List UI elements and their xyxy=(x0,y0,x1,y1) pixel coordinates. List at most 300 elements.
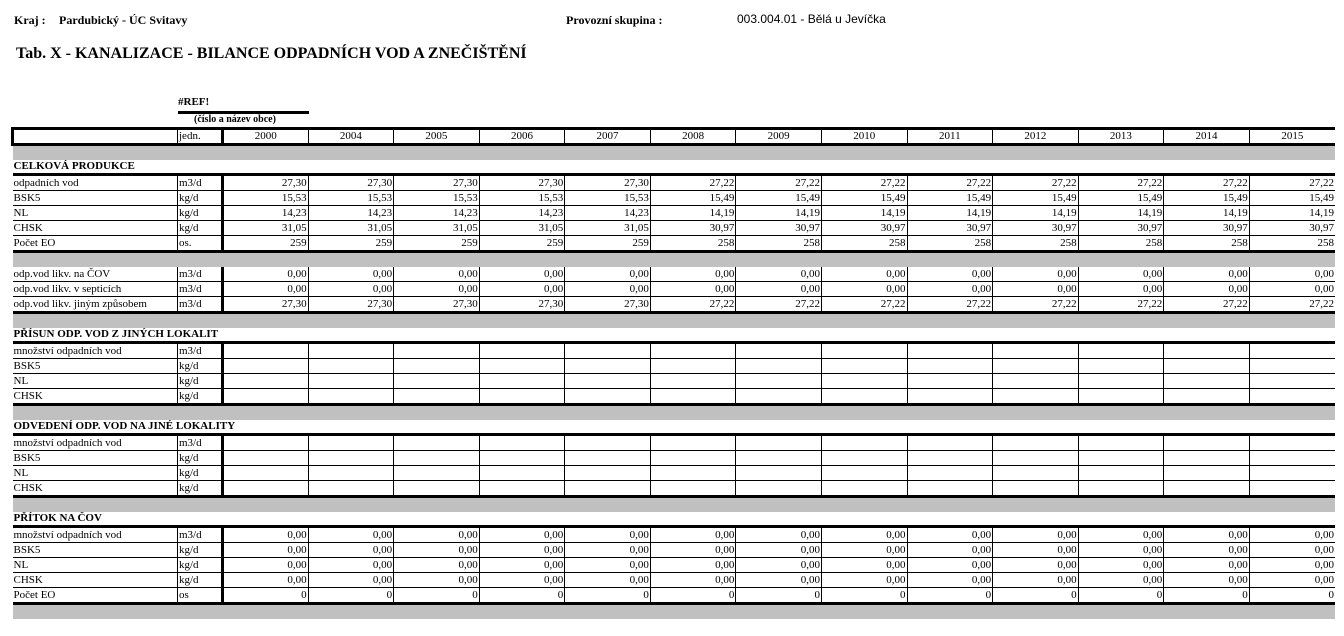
value-cell xyxy=(223,343,309,359)
value-cell: 0,00 xyxy=(907,573,993,588)
value-cell: 0,00 xyxy=(479,527,565,543)
value-cell xyxy=(223,435,309,451)
value-cell: 0 xyxy=(1249,588,1335,604)
value-cell: 15,49 xyxy=(821,191,907,206)
value-cell: 258 xyxy=(1164,236,1250,252)
row-unit: kg/d xyxy=(178,191,223,206)
row-label: odpadních vod xyxy=(13,175,178,191)
value-cell xyxy=(394,389,480,405)
row-label: BSK5 xyxy=(13,359,178,374)
value-cell xyxy=(993,435,1079,451)
value-cell: 258 xyxy=(907,236,993,252)
value-cell: 0 xyxy=(650,588,736,604)
value-cell: 0,00 xyxy=(308,282,394,297)
row-label: CHSK xyxy=(13,573,178,588)
row-label: NL xyxy=(13,206,178,221)
value-cell: 0,00 xyxy=(223,573,309,588)
year-header-cell: 2000 xyxy=(223,129,309,145)
section-title-row xyxy=(13,160,1336,175)
value-cell xyxy=(565,481,651,497)
value-cell xyxy=(650,481,736,497)
value-cell: 0,00 xyxy=(821,527,907,543)
value-cell: 0 xyxy=(907,588,993,604)
year-header-cell: 2015 xyxy=(1249,129,1335,145)
value-cell: 27,22 xyxy=(736,297,822,313)
year-header-cell: 2011 xyxy=(907,129,993,145)
value-cell: 0,00 xyxy=(1164,267,1250,282)
value-cell: 30,97 xyxy=(907,221,993,236)
value-cell: 0,00 xyxy=(223,527,309,543)
value-cell: 30,97 xyxy=(993,221,1079,236)
value-cell xyxy=(1249,481,1335,497)
value-cell: 0 xyxy=(736,588,822,604)
value-cell xyxy=(907,374,993,389)
row-unit: kg/d xyxy=(178,451,223,466)
value-cell: 0,00 xyxy=(223,282,309,297)
value-cell: 0 xyxy=(1078,588,1164,604)
value-cell: 0,00 xyxy=(650,573,736,588)
value-cell: 0,00 xyxy=(394,573,480,588)
value-cell: 0,00 xyxy=(308,573,394,588)
value-cell: 0,00 xyxy=(308,527,394,543)
value-cell xyxy=(736,389,822,405)
value-cell xyxy=(1078,389,1164,405)
value-cell: 0,00 xyxy=(907,267,993,282)
value-cell: 0,00 xyxy=(1078,527,1164,543)
value-cell: 27,30 xyxy=(479,297,565,313)
section-spacer xyxy=(13,604,1336,620)
value-cell: 15,49 xyxy=(650,191,736,206)
balance-table-body xyxy=(13,129,1336,620)
value-cell: 14,23 xyxy=(223,206,309,221)
value-cell: 27,22 xyxy=(907,175,993,191)
table-row xyxy=(13,466,1336,481)
value-cell xyxy=(1249,374,1335,389)
value-cell xyxy=(650,359,736,374)
ref-caption: (číslo a název obce) xyxy=(194,114,276,125)
row-unit: kg/d xyxy=(178,359,223,374)
value-cell: 0,00 xyxy=(1078,573,1164,588)
row-label: odp.vod likv. na ČOV xyxy=(13,267,178,282)
value-cell: 14,23 xyxy=(479,206,565,221)
value-cell: 27,22 xyxy=(993,175,1079,191)
table-row xyxy=(13,359,1336,374)
value-cell: 0,00 xyxy=(1164,282,1250,297)
value-cell xyxy=(650,451,736,466)
row-label: množství odpadních vod xyxy=(13,435,178,451)
value-cell: 0,00 xyxy=(479,558,565,573)
value-cell: 0,00 xyxy=(736,558,822,573)
value-cell xyxy=(308,466,394,481)
value-cell xyxy=(1078,359,1164,374)
value-cell: 0,00 xyxy=(993,543,1079,558)
unit-header: jedn. xyxy=(178,129,223,145)
value-cell: 0,00 xyxy=(736,267,822,282)
value-cell: 14,19 xyxy=(993,206,1079,221)
year-header-cell: 2008 xyxy=(650,129,736,145)
row-unit: kg/d xyxy=(178,374,223,389)
value-cell: 27,22 xyxy=(821,297,907,313)
value-cell: 258 xyxy=(1078,236,1164,252)
value-cell xyxy=(736,451,822,466)
value-cell: 0 xyxy=(223,588,309,604)
value-cell xyxy=(907,389,993,405)
value-cell: 31,05 xyxy=(223,221,309,236)
value-cell: 15,49 xyxy=(1164,191,1250,206)
section-title: CELKOVÁ PRODUKCE xyxy=(13,160,1336,175)
year-header-cell: 2006 xyxy=(479,129,565,145)
value-cell: 258 xyxy=(650,236,736,252)
row-unit: m3/d xyxy=(178,297,223,313)
provozni-skupina-value: 003.004.01 - Bělá u Jevíčka xyxy=(737,12,886,26)
value-cell: 0,00 xyxy=(1078,282,1164,297)
value-cell: 27,30 xyxy=(565,175,651,191)
value-cell xyxy=(1249,359,1335,374)
value-cell xyxy=(223,451,309,466)
row-label: BSK5 xyxy=(13,191,178,206)
row-label: NL xyxy=(13,466,178,481)
value-cell: 0,00 xyxy=(479,282,565,297)
balance-table xyxy=(11,127,1335,619)
value-cell xyxy=(993,451,1079,466)
value-cell: 0,00 xyxy=(479,267,565,282)
value-cell: 0,00 xyxy=(1249,573,1335,588)
value-cell: 15,49 xyxy=(1249,191,1335,206)
value-cell xyxy=(650,466,736,481)
value-cell: 0,00 xyxy=(821,543,907,558)
value-cell: 14,19 xyxy=(736,206,822,221)
value-cell: 15,53 xyxy=(394,191,480,206)
value-cell xyxy=(479,466,565,481)
value-cell: 30,97 xyxy=(1249,221,1335,236)
value-cell xyxy=(223,481,309,497)
value-cell: 27,30 xyxy=(394,175,480,191)
value-cell xyxy=(394,481,480,497)
value-cell: 0,00 xyxy=(394,558,480,573)
value-cell: 0,00 xyxy=(565,527,651,543)
table-row xyxy=(13,389,1336,405)
value-cell xyxy=(1164,435,1250,451)
value-cell xyxy=(736,481,822,497)
value-cell xyxy=(394,435,480,451)
year-header-cell: 2007 xyxy=(565,129,651,145)
value-cell xyxy=(1249,343,1335,359)
row-label: NL xyxy=(13,374,178,389)
value-cell: 0,00 xyxy=(479,543,565,558)
value-cell xyxy=(821,343,907,359)
value-cell: 0,00 xyxy=(1078,543,1164,558)
row-unit: m3/d xyxy=(178,435,223,451)
value-cell xyxy=(394,451,480,466)
value-cell: 0 xyxy=(394,588,480,604)
value-cell xyxy=(821,374,907,389)
value-cell: 31,05 xyxy=(565,221,651,236)
year-header-cell: 2005 xyxy=(394,129,480,145)
value-cell xyxy=(479,389,565,405)
value-cell: 15,49 xyxy=(993,191,1079,206)
row-unit: kg/d xyxy=(178,221,223,236)
value-cell xyxy=(479,374,565,389)
value-cell: 0,00 xyxy=(907,527,993,543)
value-cell xyxy=(1249,451,1335,466)
value-cell: 14,23 xyxy=(394,206,480,221)
value-cell: 27,22 xyxy=(1078,297,1164,313)
value-cell: 0 xyxy=(821,588,907,604)
value-cell xyxy=(479,451,565,466)
value-cell: 0,00 xyxy=(993,527,1079,543)
value-cell xyxy=(394,343,480,359)
table-row xyxy=(13,221,1336,236)
value-cell: 0,00 xyxy=(1249,543,1335,558)
value-cell xyxy=(479,343,565,359)
value-cell: 0,00 xyxy=(993,267,1079,282)
value-cell: 258 xyxy=(736,236,822,252)
value-cell: 31,05 xyxy=(479,221,565,236)
value-cell: 0,00 xyxy=(821,267,907,282)
value-cell: 14,23 xyxy=(565,206,651,221)
value-cell: 14,19 xyxy=(1249,206,1335,221)
kraj-value: Pardubický - ÚC Svitavy xyxy=(59,13,188,27)
table-row xyxy=(13,543,1336,558)
row-label: NL xyxy=(13,558,178,573)
value-cell: 15,53 xyxy=(565,191,651,206)
value-cell: 27,22 xyxy=(736,175,822,191)
value-cell xyxy=(565,389,651,405)
value-cell: 0,00 xyxy=(223,543,309,558)
row-label: odp.vod likv. v septicích xyxy=(13,282,178,297)
value-cell: 0,00 xyxy=(565,267,651,282)
value-cell: 0,00 xyxy=(993,573,1079,588)
value-cell xyxy=(993,374,1079,389)
value-cell: 0 xyxy=(993,588,1079,604)
value-cell xyxy=(479,481,565,497)
year-header-cell: 2012 xyxy=(993,129,1079,145)
ref-cell: #REF! xyxy=(178,96,210,108)
value-cell: 27,22 xyxy=(907,297,993,313)
value-cell xyxy=(993,466,1079,481)
spacer-cell xyxy=(13,313,1336,329)
value-cell xyxy=(907,466,993,481)
year-header-row xyxy=(13,129,1336,145)
value-cell: 0,00 xyxy=(565,558,651,573)
value-cell: 27,30 xyxy=(308,175,394,191)
spacer-cell xyxy=(13,497,1336,513)
value-cell: 0,00 xyxy=(1249,267,1335,282)
table-row xyxy=(13,297,1336,313)
value-cell xyxy=(565,343,651,359)
table-row xyxy=(13,527,1336,543)
page-title: Tab. X - KANALIZACE - BILANCE ODPADNÍCH VOD A ZNEČIŠTĚNÍ xyxy=(16,45,527,62)
kraj-label: Kraj : xyxy=(14,13,46,27)
section-spacer xyxy=(13,145,1336,161)
value-cell: 14,19 xyxy=(1078,206,1164,221)
row-unit: m3/d xyxy=(178,175,223,191)
value-cell: 0,00 xyxy=(565,282,651,297)
value-cell xyxy=(1078,451,1164,466)
row-unit: kg/d xyxy=(178,573,223,588)
row-label: BSK5 xyxy=(13,543,178,558)
value-cell: 27,22 xyxy=(650,297,736,313)
value-cell xyxy=(308,343,394,359)
value-cell xyxy=(993,481,1079,497)
year-header-cell: 2010 xyxy=(821,129,907,145)
value-cell: 0 xyxy=(1164,588,1250,604)
value-cell: 0,00 xyxy=(907,558,993,573)
value-cell: 0,00 xyxy=(1249,527,1335,543)
row-unit: kg/d xyxy=(178,543,223,558)
table-row xyxy=(13,206,1336,221)
table-row xyxy=(13,282,1336,297)
value-cell: 27,22 xyxy=(1164,297,1250,313)
value-cell xyxy=(308,389,394,405)
value-cell: 0,00 xyxy=(650,543,736,558)
value-cell: 27,30 xyxy=(565,297,651,313)
table-row xyxy=(13,451,1336,466)
value-cell: 14,23 xyxy=(308,206,394,221)
value-cell: 0,00 xyxy=(993,558,1079,573)
value-cell: 258 xyxy=(821,236,907,252)
value-cell: 15,49 xyxy=(1078,191,1164,206)
value-cell: 14,19 xyxy=(1164,206,1250,221)
row-label: CHSK xyxy=(13,389,178,405)
value-cell xyxy=(394,374,480,389)
value-cell: 0,00 xyxy=(565,543,651,558)
value-cell: 0,00 xyxy=(1164,543,1250,558)
value-cell xyxy=(223,374,309,389)
value-cell xyxy=(308,451,394,466)
value-cell xyxy=(650,343,736,359)
row-unit: m3/d xyxy=(178,282,223,297)
value-cell: 259 xyxy=(308,236,394,252)
value-cell: 0,00 xyxy=(394,282,480,297)
value-cell xyxy=(650,374,736,389)
value-cell xyxy=(1078,481,1164,497)
section-spacer xyxy=(13,313,1336,329)
value-cell: 0,00 xyxy=(479,573,565,588)
table-row xyxy=(13,435,1336,451)
row-unit: m3/d xyxy=(178,267,223,282)
value-cell: 0,00 xyxy=(565,573,651,588)
value-cell: 27,30 xyxy=(479,175,565,191)
value-cell: 30,97 xyxy=(1164,221,1250,236)
row-label: CHSK xyxy=(13,221,178,236)
value-cell xyxy=(1078,435,1164,451)
year-header-cell: 2013 xyxy=(1078,129,1164,145)
value-cell xyxy=(993,343,1079,359)
value-cell xyxy=(907,343,993,359)
value-cell xyxy=(993,359,1079,374)
value-cell: 30,97 xyxy=(736,221,822,236)
value-cell: 27,22 xyxy=(1164,175,1250,191)
value-cell: 0,00 xyxy=(993,282,1079,297)
value-cell xyxy=(1164,481,1250,497)
value-cell: 27,22 xyxy=(650,175,736,191)
value-cell: 27,30 xyxy=(394,297,480,313)
spacer-cell xyxy=(13,252,1336,268)
value-cell: 259 xyxy=(565,236,651,252)
value-cell: 14,19 xyxy=(650,206,736,221)
value-cell: 15,53 xyxy=(479,191,565,206)
value-cell xyxy=(1249,389,1335,405)
value-cell: 31,05 xyxy=(308,221,394,236)
value-cell: 0,00 xyxy=(821,573,907,588)
value-cell: 27,22 xyxy=(821,175,907,191)
value-cell xyxy=(1249,466,1335,481)
value-cell: 0,00 xyxy=(736,573,822,588)
spacer-cell xyxy=(13,145,1336,161)
value-cell xyxy=(223,389,309,405)
section-title: PŘÍSUN ODP. VOD Z JINÝCH LOKALIT xyxy=(13,328,1336,343)
value-cell: 27,22 xyxy=(1078,175,1164,191)
value-cell: 27,22 xyxy=(1249,297,1335,313)
value-cell: 14,19 xyxy=(821,206,907,221)
row-label: CHSK xyxy=(13,481,178,497)
row-label: Počet EO xyxy=(13,588,178,604)
value-cell xyxy=(736,435,822,451)
table-row xyxy=(13,175,1336,191)
value-cell xyxy=(1078,466,1164,481)
value-cell xyxy=(907,451,993,466)
section-spacer xyxy=(13,497,1336,513)
value-cell xyxy=(223,359,309,374)
row-unit: os. xyxy=(178,236,223,252)
row-unit: kg/d xyxy=(178,206,223,221)
table-row xyxy=(13,236,1336,252)
table-row xyxy=(13,588,1336,604)
balance-table-container xyxy=(11,127,1335,619)
value-cell: 27,30 xyxy=(223,297,309,313)
value-cell: 0,00 xyxy=(736,527,822,543)
value-cell xyxy=(821,466,907,481)
value-cell xyxy=(650,389,736,405)
value-cell xyxy=(565,359,651,374)
header-blank-cell xyxy=(13,129,178,145)
value-cell: 15,49 xyxy=(736,191,822,206)
value-cell xyxy=(308,374,394,389)
year-header-cell: 2014 xyxy=(1164,129,1250,145)
spacer-cell xyxy=(13,405,1336,421)
table-row xyxy=(13,267,1336,282)
value-cell: 0,00 xyxy=(394,543,480,558)
value-cell: 0,00 xyxy=(1078,558,1164,573)
value-cell: 0,00 xyxy=(821,282,907,297)
value-cell xyxy=(565,451,651,466)
value-cell: 259 xyxy=(223,236,309,252)
value-cell xyxy=(394,359,480,374)
value-cell xyxy=(308,435,394,451)
value-cell xyxy=(821,359,907,374)
value-cell: 30,97 xyxy=(821,221,907,236)
value-cell: 0,00 xyxy=(907,543,993,558)
value-cell: 15,53 xyxy=(308,191,394,206)
value-cell xyxy=(1164,466,1250,481)
value-cell: 0,00 xyxy=(907,282,993,297)
value-cell: 258 xyxy=(1249,236,1335,252)
value-cell: 0,00 xyxy=(1249,282,1335,297)
row-unit: kg/d xyxy=(178,481,223,497)
value-cell xyxy=(993,389,1079,405)
value-cell: 0 xyxy=(479,588,565,604)
value-cell xyxy=(308,481,394,497)
value-cell xyxy=(821,451,907,466)
value-cell xyxy=(1249,435,1335,451)
value-cell xyxy=(736,374,822,389)
value-cell: 15,53 xyxy=(223,191,309,206)
value-cell: 0,00 xyxy=(1249,558,1335,573)
value-cell xyxy=(907,481,993,497)
value-cell xyxy=(907,435,993,451)
provozni-skupina-label: Provozní skupina : xyxy=(566,13,663,27)
